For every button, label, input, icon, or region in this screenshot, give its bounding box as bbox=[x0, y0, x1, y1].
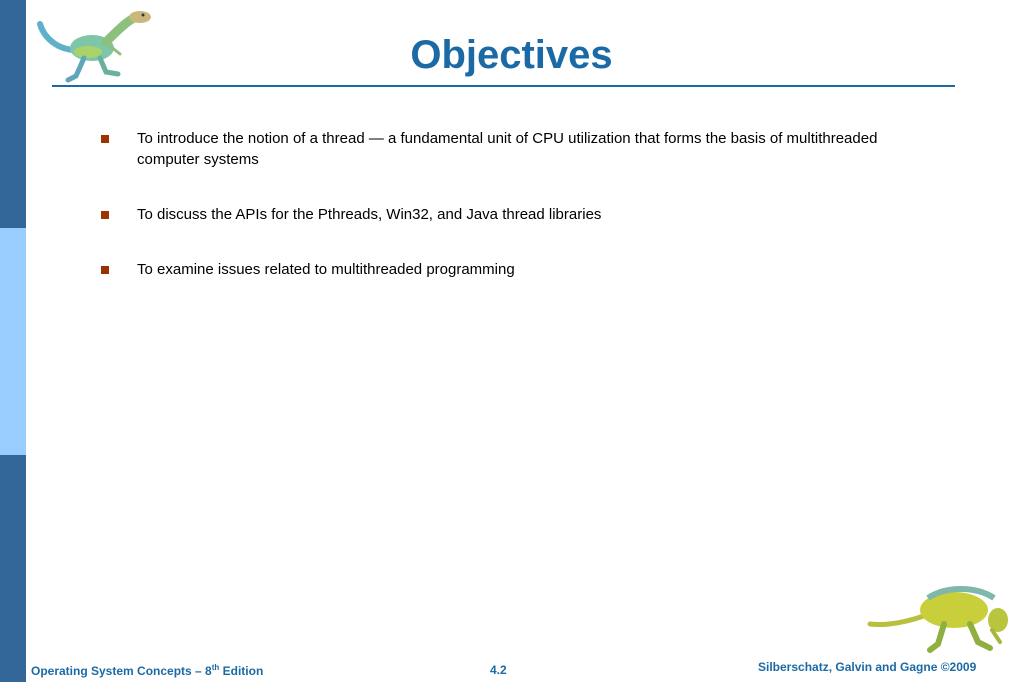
footer-book-prefix: Operating System Concepts – 8 bbox=[31, 664, 212, 678]
slide-title: Objectives bbox=[410, 33, 613, 77]
footer-book-suffix: Edition bbox=[219, 664, 264, 678]
bullet-text: To introduce the notion of a thread — a fundamental unit of CPU utilization that forms the basis of multithreaded computer systems bbox=[137, 130, 878, 168]
objectives-list bbox=[100, 128, 900, 314]
bullet-text: To examine issues related to multithreaded programming bbox=[137, 261, 515, 278]
square-bullet-icon bbox=[101, 211, 109, 219]
left-sidebar bbox=[0, 0, 26, 682]
sidebar-segment-bottom bbox=[0, 455, 26, 682]
list-item bbox=[100, 204, 900, 225]
footer-book-sup: th bbox=[211, 663, 220, 672]
footer-copyright: Silberschatz, Galvin and Gagne ©2009 bbox=[758, 660, 977, 674]
bullet-text: To discuss the APIs for the Pthreads, Win32, and Java thread libraries bbox=[137, 206, 602, 223]
footer-book-title bbox=[31, 663, 263, 678]
list-item bbox=[100, 128, 900, 170]
dinosaur-icon bbox=[866, 584, 1016, 656]
square-bullet-icon bbox=[101, 266, 109, 274]
list-item bbox=[100, 259, 900, 280]
sidebar-segment-middle bbox=[0, 228, 26, 455]
square-bullet-icon bbox=[101, 135, 109, 143]
footer-page-number: 4.2 bbox=[490, 663, 507, 677]
title-divider bbox=[52, 85, 955, 87]
